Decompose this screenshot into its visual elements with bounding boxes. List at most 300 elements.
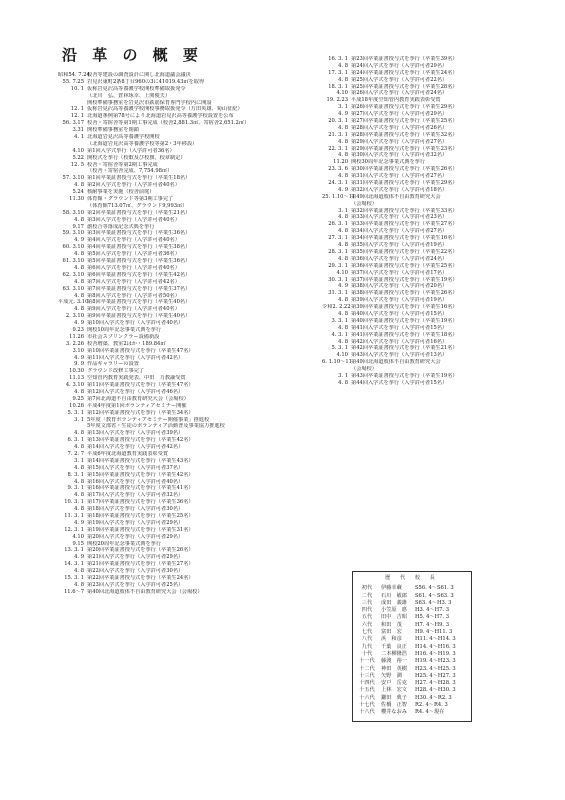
entry-date: 4. 3. 1 (331, 331, 348, 338)
principal-name: 上林 宏文 (381, 687, 407, 694)
entry-text: 5年度「教育ボランティアセミナー開催事業」推進校 (87, 416, 210, 423)
history-entry (58, 375, 288, 382)
principal-row (356, 687, 468, 694)
history-entry (58, 120, 288, 127)
entry-text: 北海道岩見沢高等養護学校開校 (87, 134, 160, 141)
entry-text: 第19回卒業証書授与式を挙行（卒業生31名） (87, 526, 194, 533)
principal-term: H9. 4〜H11. 3 (415, 629, 453, 636)
principal-generation: 十八代 (359, 709, 375, 716)
principal-name: 田中 吉昭 (381, 614, 407, 621)
entry-text: 平成4年度第1回ボランティアセミナー開催 (87, 402, 187, 409)
entry-text: 第34回入学式を挙行（入学許可者27名） (351, 228, 448, 235)
principals-table (352, 571, 472, 722)
history-entry (58, 86, 288, 93)
entry-text: 市社会スプリンクラー設備新設 (87, 333, 160, 340)
entry-date: 59. 3.10 (62, 230, 84, 237)
principal-term: H11. 4〜H14. 3 (415, 636, 456, 643)
history-entry (322, 173, 527, 180)
history-entry (322, 187, 527, 194)
history-entry (58, 472, 288, 479)
history-entry (322, 221, 527, 228)
entry-text: 校舎・寄宿舎等第1期工事完成（校舎2,881.3㎡、寄宿舎2,651.2㎡） (87, 120, 250, 127)
history-entry (322, 332, 527, 339)
history-entry (58, 485, 288, 492)
entry-text: 開校30周年記念事業式典を挙行 (351, 159, 426, 166)
history-entry (58, 410, 288, 417)
history-entry (58, 561, 288, 568)
entry-text: 第5回卒業証書授与式を挙行（卒業生36名） (87, 258, 191, 265)
history-entry (322, 180, 527, 187)
entry-date: 5. 3. 1 (67, 409, 84, 416)
entry-text: 第7回北海道不自由教育研究大会（会場校） (87, 395, 189, 402)
entry-date: 6. 1.10〜11 (322, 359, 352, 366)
entry-date: 4. 8 (74, 430, 84, 437)
principal-generation: 十六代 (359, 694, 375, 701)
entry-text: 第10回入学式を挙行（入学許可者40名） (87, 320, 184, 327)
entry-text: 第31回卒業証書授与式を挙行（卒業生29名） (351, 180, 458, 187)
principal-term: H7. 4〜H9. 3 (415, 621, 450, 628)
principal-name: 鎌田 典子 (381, 694, 407, 701)
entry-date: 5.24 (72, 189, 84, 196)
entry-date: 4.10 (72, 533, 84, 540)
entry-text: 第9回入学式を挙行（入学許可者40名） (87, 306, 180, 313)
history-entry (322, 111, 527, 118)
entry-date: 4. 8 (338, 138, 348, 145)
history-entry (322, 352, 527, 359)
entry-text: 第38回卒業証書授与式を挙行（卒業生26名） (351, 290, 458, 297)
entry-text: 第43回卒業証書授与式を挙行（卒業生19名） (351, 372, 458, 379)
principal-row (356, 622, 468, 629)
history-right-column (322, 56, 527, 387)
principal-generation: 初代 (361, 585, 373, 592)
history-entry (58, 148, 288, 155)
history-entry (58, 79, 288, 86)
history-entry (58, 155, 288, 162)
principal-term: S63. 4〜H3. 3 (415, 599, 452, 606)
principal-term: S56. 4〜S61. 3 (415, 585, 454, 592)
entry-date: 56. 3.17 (62, 120, 84, 127)
principal-generation: 三代 (361, 599, 373, 606)
history-entry (322, 139, 527, 146)
entry-text: 開校10周年記念事業式典を挙行 (87, 326, 162, 333)
history-entry (322, 84, 527, 91)
principal-term: H25. 4〜H27. 3 (415, 672, 456, 679)
entry-text: 創校合等落成記念式典を挙行 (87, 223, 155, 230)
entry-text: 北海道条例第78号により北海道岩見沢高等養護学校設置を公布 (87, 113, 234, 120)
entry-text: 第37回入学式を挙行（入学許可者17名） (351, 269, 448, 276)
entry-date: 61. 3.10 (62, 258, 84, 265)
principal-term: R4. 4〜現在 (415, 709, 445, 716)
entry-date: 4.10 (336, 269, 348, 276)
principal-name: 石川 敏郎 (381, 592, 407, 599)
entry-text: 第39回卒業証書授与式を挙行（卒業生16名） (351, 304, 458, 311)
history-entry (58, 306, 288, 313)
history-entry (58, 458, 288, 465)
entry-text: 第44回入学式を挙行（入学許可者15名） (351, 379, 448, 386)
history-entry (58, 547, 288, 554)
entry-date: 62. 3.10 (62, 271, 84, 278)
entry-text: 第10回卒業証書授与式を挙行（卒業生47名） (87, 347, 194, 354)
history-entry (58, 93, 288, 100)
history-entry (322, 311, 527, 318)
entry-date: 4. 8 (74, 388, 84, 395)
history-entry (322, 339, 527, 346)
history-entry (58, 286, 288, 293)
entry-text: 第14回入学式を挙行（入学許可者42名） (87, 444, 184, 451)
history-entry (58, 396, 288, 403)
entry-date: 4. 8 (338, 324, 348, 331)
principal-generation: 五代 (361, 614, 373, 621)
history-entry (322, 104, 527, 111)
principal-term: H30. 4〜R2. 3 (415, 694, 452, 701)
history-entry (322, 290, 527, 297)
principal-name: 神田 英樹 (381, 665, 407, 672)
principal-term: H19. 4〜H23. 3 (415, 658, 456, 665)
entry-date: 12. 1 (70, 113, 84, 120)
entry-text: 第4回入学式を挙行（入学許可者40名） (87, 237, 180, 244)
principal-row (356, 695, 468, 702)
history-entry (58, 506, 288, 513)
entry-text: 第12回入学式を挙行（入学許可者46名） (87, 388, 184, 395)
entry-text: 作品ギャラリーの設置 (87, 361, 139, 368)
entry-text: 第40回北海道肢体不自由教育研究大会（会場校） (87, 588, 203, 595)
history-entry (58, 554, 288, 561)
history-entry (58, 368, 288, 375)
entry-date: 13. 3. 1 (64, 547, 84, 554)
history-entry (322, 132, 527, 139)
history-entry (322, 208, 527, 215)
entry-date: 4. 8 (338, 62, 348, 69)
entry-text: 開校20周年記念事業式典を挙行 (87, 540, 162, 547)
entry-text: 第42回入学式を挙行（入学許可者16名） (351, 338, 448, 345)
entry-date: 4. 8 (74, 444, 84, 451)
entry-text: 第13回卒業証書授与式を挙行（卒業生42名） (87, 437, 194, 444)
principal-row (356, 644, 468, 651)
history-entry (58, 168, 288, 175)
history-entry (322, 380, 527, 387)
entry-text: 第31回入学式を挙行（入学許可者27名） (351, 173, 448, 180)
entry-text: 第34回卒業証書授与式を挙行（卒業生16名） (351, 235, 458, 242)
history-entry (58, 575, 288, 582)
history-entry (58, 210, 288, 217)
entry-date: 9. 3. 1 (67, 485, 84, 492)
history-entry (58, 299, 288, 306)
history-entry (322, 70, 527, 77)
history-entry (322, 304, 527, 311)
history-entry (58, 203, 288, 210)
entry-text: （北海道岩見沢高等養護学校等第2・3年移設） (87, 140, 198, 147)
entry-date: 平成元. 3.10 (58, 299, 89, 306)
entry-date: 5.22 (72, 154, 84, 161)
history-entry (58, 465, 288, 472)
principal-name: 櫻井なおみ (381, 709, 407, 716)
entry-text: 第18回入学式を挙行（入学許可者30名） (87, 506, 184, 513)
history-entry (322, 77, 527, 84)
entry-text: 第1回卒業証書授与式を挙行（卒業生18名） (87, 175, 191, 182)
history-entry (58, 520, 288, 527)
entry-date: 24. 3. 1 (328, 180, 348, 187)
entry-date: 4. 9 (338, 186, 348, 193)
entry-text: 第7回卒業証書授与式を挙行（卒業生37名） (87, 285, 191, 292)
history-entry (322, 90, 527, 97)
history-entry (58, 244, 288, 251)
entry-text: 校舎等建設の調査設計に関し北海道議会議決 (87, 72, 191, 78)
entry-text: 平成6年度北海道教育実践表彰受賞 (87, 450, 169, 457)
entry-date: 4. 8 (74, 264, 84, 271)
history-entry (58, 265, 288, 272)
history-entry (322, 270, 527, 277)
entry-date: 4.10 (336, 90, 348, 97)
history-entry (322, 277, 527, 284)
history-entry (58, 534, 288, 541)
entry-text: 第7回入学式を挙行（入学許可者42名） (87, 278, 180, 285)
entry-text: 第20回卒業証書授与式を挙行（卒業生26名） (87, 547, 194, 554)
entry-text: 第26回卒業証書授与式を挙行（卒業生29名） (351, 104, 458, 111)
entry-date: 60. 3.10 (62, 244, 84, 251)
entry-date: 4. 8 (74, 306, 84, 313)
entry-text: 第4回卒業証書授与式を挙行（卒業生38名） (87, 244, 191, 251)
entry-date: 4. 8 (74, 278, 84, 285)
history-entry (58, 513, 288, 520)
principal-generation: 十三代 (359, 672, 375, 679)
entry-date: 令和2. 2.22 (322, 304, 351, 311)
entry-date: 16. 3. 1 (328, 56, 348, 62)
entry-date: 3. 1 (74, 416, 84, 423)
history-entry (58, 417, 288, 424)
history-entry (58, 175, 288, 182)
history-entry (58, 313, 288, 320)
principal-name: 千葉 良正 (381, 643, 407, 650)
history-entry (58, 293, 288, 300)
entry-date: 4. 9 (338, 111, 348, 118)
entry-date: 27. 3. 1 (328, 235, 348, 242)
entry-date: 4. 9 (74, 554, 84, 561)
principal-term: H3. 4〜H7. 3 (415, 607, 450, 614)
entry-text: （北川 弘、倉林琢幸、上関俊夫） (87, 92, 171, 99)
entry-date: 3. 1 (74, 457, 84, 464)
entry-text: 第24回卒業証書授与式を挙行（卒業生24名） (351, 69, 458, 76)
entry-text: 第30回卒業証書授与式を挙行（卒業生26名） (351, 166, 458, 173)
entry-text: 第18回卒業証書授与式を挙行（卒業生25名） (87, 513, 194, 519)
entry-text: 第40回卒業証書授与式を挙行（卒業生19名） (351, 317, 458, 324)
entry-date: 10. 3. 1 (64, 499, 84, 506)
history-entry (58, 100, 288, 107)
history-entry (322, 56, 527, 63)
entry-date: 4. 8 (338, 379, 348, 386)
history-entry (322, 345, 527, 352)
history-entry (322, 359, 527, 366)
entry-date: 9.25 (72, 395, 84, 402)
history-entry (58, 479, 288, 486)
principal-generation: 十代 (361, 650, 373, 657)
principal-generation: 十五代 (359, 687, 375, 694)
principal-name: 小笠原 悳 (381, 607, 407, 614)
principal-term: H14. 4〜H16. 3 (415, 643, 456, 650)
history-entry (58, 237, 288, 244)
history-entry (58, 320, 288, 327)
principal-term: H5. 4〜H7. 3 (415, 614, 450, 621)
principal-name: 富田 宏 (381, 629, 402, 636)
principal-row (356, 636, 468, 643)
history-entry (322, 118, 527, 125)
entry-date: 3.10 (72, 347, 84, 354)
principal-generation: 十一代 (359, 658, 375, 665)
principal-term: S61. 4〜S63. 3 (415, 592, 454, 599)
entry-date: 6. 3. 1 (67, 437, 84, 444)
history-entry (322, 159, 527, 166)
entry-date: 4. 8 (74, 464, 84, 471)
entry-text: 第30回入学式を挙行（入学許可者32名） (351, 152, 448, 159)
entry-text: 第1回入学式挙行（入学許可者36名） (87, 147, 175, 154)
entry-text: 第29回卒業証書授与式を挙行（卒業生23名） (351, 145, 458, 152)
principal-generation: 七代 (361, 629, 373, 636)
entry-date: 11.6〜7 (63, 588, 84, 595)
entry-text: 第36回入学式を挙行（入学許可者24名） (351, 255, 448, 262)
entry-date: 3. 3. 1 (331, 317, 348, 324)
entry-date: 4. 8 (74, 478, 84, 485)
entry-text: 第22回入学式を挙行（入学許可者30名） (87, 568, 184, 575)
entry-text: 第27回入学式を挙行（入学許可者29名） (351, 111, 448, 118)
principal-generation: 六代 (361, 621, 373, 628)
principal-name: 佐橋 正智 (381, 702, 407, 709)
history-left-column (58, 72, 288, 596)
history-entry (322, 214, 527, 221)
history-entry (322, 194, 527, 201)
history-entry (322, 283, 527, 290)
entry-date: 31. 3. 1 (328, 290, 348, 297)
entry-date: 28. 3. 1 (328, 248, 348, 255)
entry-date: 4. 8 (338, 255, 348, 262)
entry-date: 4. 8 (74, 568, 84, 575)
entry-date: 4. 9 (74, 320, 84, 327)
entry-date: 10. 1 (70, 85, 84, 92)
entry-text: 第21回入学式を挙行（入学許可者29名） (87, 554, 184, 561)
entry-text: 第8回入学式を挙行（入学許可者50名） (87, 292, 180, 299)
entry-date: 20. 3. 1 (328, 118, 348, 125)
entry-date: 29. 3. 1 (328, 262, 348, 269)
entry-text: 仮称岩見沢高等養護学校開校準備取扱発令 (87, 85, 186, 92)
entry-date: 21. 3. 1 (328, 131, 348, 138)
entry-date: 8. 3. 1 (67, 471, 84, 478)
entry-date: 4. 8 (338, 152, 348, 159)
entry-text: 第25回卒業証書授与式を挙行（卒業生28名） (351, 83, 458, 90)
entry-date: 23. 3. 6 (328, 166, 348, 173)
principal-row (356, 614, 468, 621)
entry-text: 第23回卒業証書授与式を挙行（卒業生39名） (351, 56, 458, 62)
history-entry (58, 527, 288, 534)
principal-name: 浜 和彦 (381, 636, 402, 643)
principal-row (356, 593, 468, 600)
entry-date: 7. 2. 7 (67, 450, 84, 457)
entry-text: 平成18年度空知管内教育実践表彰受賞 (351, 97, 441, 104)
entry-text: 第19回入学式を挙行（入学許可者29名） (87, 519, 184, 526)
entry-date: 4.10 (72, 147, 84, 154)
entry-date: 26. 3. 1 (328, 221, 348, 228)
entry-date: 12. 5 (70, 161, 84, 168)
history-entry (322, 235, 527, 242)
principal-term: H23. 4〜H25. 3 (415, 665, 456, 672)
entry-text: 第22回卒業証書授与式を挙行（卒業生24名） (87, 575, 194, 582)
entry-text: 第28回卒業証書授与式を挙行（卒業生32名） (351, 131, 458, 138)
entry-text: 第33回入学式を挙行（入学許可者23名） (351, 214, 448, 221)
entry-text: 第32回卒業証書授与式を挙行（卒業生33名） (351, 207, 458, 214)
entry-text: （体育館713.07㎡、グラウンド9,993㎡） (87, 202, 188, 209)
history-entry (322, 146, 527, 153)
history-entry (322, 297, 527, 304)
entry-text: （会場校） (351, 200, 377, 207)
entry-text: 第49回北海道肢体不自由教育研究大会 (351, 193, 441, 200)
entry-text: 第6回入学式を挙行（入学許可者40名） (87, 264, 180, 271)
entry-date: 10.26 (69, 402, 84, 409)
entry-text: 第15回入学式を挙行（入学許可者37名） (87, 464, 184, 471)
entry-text: 第42回卒業証書授与式を挙行（卒業生21名） (351, 345, 458, 352)
principal-term: R2. 4〜R4. 3 (415, 702, 448, 709)
history-entry (58, 162, 288, 169)
principal-generation: 四代 (361, 607, 373, 614)
entry-text: 第41回卒業証書授与式を挙行（卒業生18名） (351, 331, 458, 338)
principal-name: 矢野 潤 (381, 672, 402, 679)
entry-text: 5年度文部省・生徒のボランティア活動普及事業協力推進校 (87, 423, 225, 430)
history-entry (322, 263, 527, 270)
entry-text: （校舎・寄宿舎完成、7,754.98㎡） (87, 168, 173, 175)
entry-text: 第11回卒業証書授与式を挙行（卒業生47名） (87, 382, 194, 389)
history-entry (58, 189, 288, 196)
entry-text: 第17回卒業証書授与式を挙行（卒業生36名） (87, 499, 194, 506)
history-entry (322, 318, 527, 325)
history-entry (58, 382, 288, 389)
entry-text: グラウンド改修工事完了 (87, 368, 145, 375)
history-entry (322, 63, 527, 70)
history-entry (322, 228, 527, 235)
entry-text: 第40回入学式を挙行（入学許可者15名） (351, 310, 448, 317)
history-entry (322, 325, 527, 332)
entry-date: 4. 9 (338, 283, 348, 290)
history-entry (58, 279, 288, 286)
entry-text: 第26回入学式を挙行（入学許可者24名） (351, 90, 448, 97)
entry-date: 3. 2.26 (65, 340, 84, 347)
history-entry (322, 97, 527, 104)
page-title: 沿 革 の 概 要 (62, 46, 203, 64)
entry-text: 第43回入学式を挙行（入学許可者13名） (351, 352, 448, 359)
entry-text: 第35回入学式を挙行（入学許可者19名） (351, 242, 448, 249)
history-entry (322, 166, 527, 173)
entry-text: 校舎・寄宿舎等第2期工事完成 (87, 161, 158, 168)
entry-date: 4. 8 (338, 76, 348, 83)
history-entry (58, 113, 288, 120)
entry-date: 4. 9 (74, 354, 84, 361)
entry-date: 22. 3. 1 (328, 145, 348, 152)
history-entry (58, 492, 288, 499)
principal-row (356, 666, 468, 673)
entry-date: 4. 8 (74, 581, 84, 588)
entry-date: 4.10 (336, 352, 348, 359)
entry-text: 第41回入学式を挙行（入学許可者15名） (351, 324, 448, 331)
entry-date: 4. 9 (74, 519, 84, 526)
principal-generation: 八代 (361, 636, 373, 643)
principal-row (356, 658, 468, 665)
entry-text: 仮称岩見沢高等養護学校開校事務取扱発令（万田英雄、菊山征紀） (87, 106, 243, 113)
principals-heading: 歴 代 校 長 (385, 575, 439, 581)
history-entry (58, 327, 288, 334)
principal-name: 伊藤幸蔵 (381, 585, 402, 592)
entry-date: 4. 8 (338, 124, 348, 131)
entry-text: 第14回卒業証書授与式を挙行（卒業生43名） (87, 457, 194, 464)
history-entry (58, 423, 288, 430)
entry-text: 第32回入学式を挙行（入学許可者18名） (351, 186, 448, 193)
entry-text: 第33回卒業証書授与式を挙行（卒業生27名） (351, 221, 458, 228)
entry-date: 4. 8 (74, 216, 84, 223)
entry-date: 3.31 (72, 127, 84, 134)
